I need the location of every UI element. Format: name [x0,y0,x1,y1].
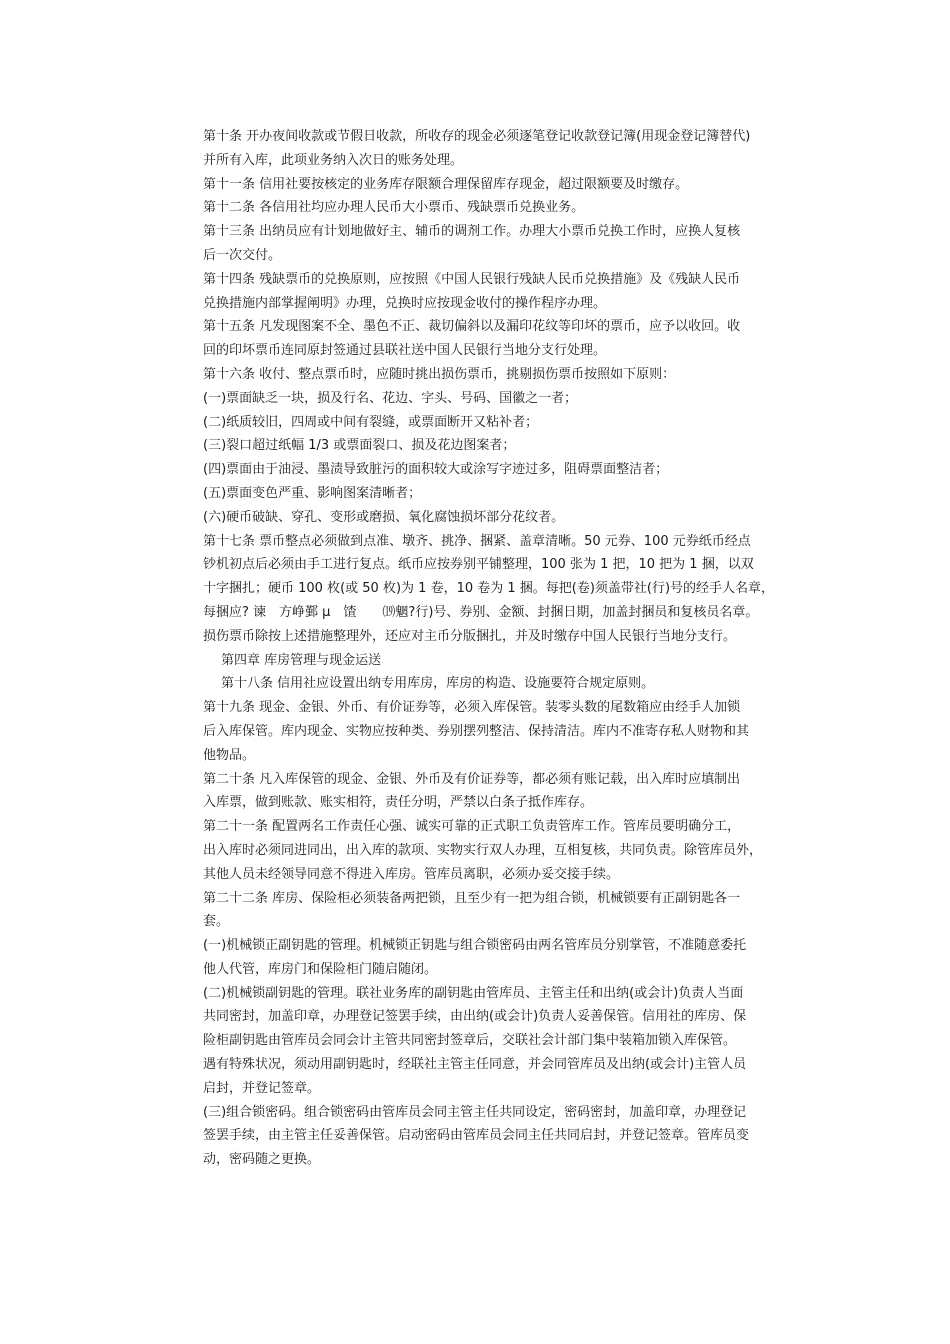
document-body [203,125,813,1172]
text-line: 共同密封，加盖印章，办理登记签罢手续，由出纳(或会计)负责人妥善保管。信用社的库房、保 [203,1009,747,1025]
text-line: 动，密码随之更换。 [203,1152,321,1168]
text-line: 并所有入库，此项业务纳入次日的账务处理。 [203,152,464,168]
text-line: 后入库保管。库内现金、实物应按种类、券别摆列整洁、保持清洁。库内不准寄存私人财物和其 [203,723,750,739]
text-line: (一)票面缺乏一块，损及行名、花边、字头、号码、国徽之一者； [203,390,578,406]
text-line: 第十五条 凡发现图案不全、墨色不正、裁切偏斜以及漏印花纹等印坏的票币，应予以收回。收 [203,319,741,335]
text-line: 其他人员未经领导同意不得进入库房。管库员离职，必须办妥交接手续。 [203,866,620,882]
text-line: 套。 [203,914,230,930]
text-line: (三)裂口超过纸幅 1/3 或票面裂口、损及花边图案者； [203,438,516,454]
text-line: (二)机械锁副钥匙的管理。联社业务库的副钥匙由管库员、主管主任和出纳(或会计)负责人当面 [203,985,744,1001]
text-line: 后一次交付。 [203,247,282,263]
text-line: 第十九条 现金、金银、外币、有价证券等，必须入库保管。装零头数的尾数箱应由经手人加锁 [203,700,741,716]
text-line: 第四章 库房管理与现金运送 [221,652,382,668]
text-line: 险柜副钥匙由管库员会同会计主管共同密封签章后，交联社会计部门集中装箱加锁入库保管。 [203,1033,737,1049]
text-line: 遇有特殊状况，须动用副钥匙时，经联社主管主任同意，并会同管库员及出纳(或会计)主管人员 [203,1057,747,1073]
text-line: (六)硬币破缺、穿孔、变形或磨损、氧化腐蚀损坏部分花纹者。 [203,509,565,525]
text-line: 启封，并登记签章。 [203,1080,321,1096]
text-line: (五)票面变色严重、影响图案清晰者； [203,485,422,501]
text-line: 每捆应? 谏 方峥鄞 μ 馇 ⒆魍?行)号、券别、金额、封捆日期，加盖封捆员和复核员名章。 [203,604,759,620]
text-line: (一)机械锁正副钥匙的管理。机械锁正钥匙与组合锁密码由两名管库员分别掌管，不准随意委托 [203,938,747,954]
text-line: 第十四条 残缺票币的兑换原则，应按照《中国人民银行残缺人民币兑换措施》及《残缺人民币 [203,271,741,287]
text-line: 他人代管，库房门和保险柜门随启随闭。 [203,961,438,977]
text-line: 兑换措施内部掌握阐明》办理，兑换时应按现金收付的操作程序办理。 [203,295,607,311]
text-line: 第十一条 信用社要按核定的业务库存限额合理保留库存现金，超过限额要及时缴存。 [203,176,689,192]
text-line: 第十六条 收付、整点票币时，应随时挑出损伤票币，挑剔损伤票币按照如下原则： [203,366,676,382]
text-line: 入库票，做到账款、账实相符，责任分明，严禁以白条子抵作库存。 [203,795,594,811]
text-line: (二)纸质较旧，四周或中间有裂缝，或票面断开又粘补者； [203,414,539,430]
text-line: 第二十条 凡入库保管的现金、金银、外币及有价证券等，都必须有账记载，出入库时应填制出 [203,771,741,787]
text-line: 十字捆扎；硬币 100 枚(或 50 枚)为 1 卷，10 卷为 1 捆。每把(卷)须盖带社(行)号的经手人名章， [203,581,775,597]
text-line: 第十条 开办夜间收款或节假日收款，所收存的现金必须逐笔登记收款登记簿(用现金登记簿替代) [203,129,751,144]
text-line: 第十七条 票币整点必须做到点准、墩齐、挑净、捆紧、盖章清晰。50 元券、100 元券纸币经点 [203,533,751,549]
text-line: 他物品。 [203,747,256,763]
text-line: 第十二条 各信用社均应办理人民币大小票币、残缺票币兑换业务。 [203,200,585,216]
text-line: 钞机初点后必须由手工进行复点。纸币应按券别平铺整理，100 张为 1 把，10 把为 1 捆，以双 [203,557,754,573]
text-line: 出入库时必须同进同出，出入库的款项、实物实行双人办理，互相复核，共同负责。除管库员外， [203,842,763,858]
text-line: 第二十一条 配置两名工作责任心强、诚实可靠的正式职工负责管库工作。管库员要明确分工， [203,819,741,835]
text-line: 回的印坏票币连同原封签通过县联社送中国人民银行当地分支行处理。 [203,343,607,359]
text-line: 签罢手续，由主管主任妥善保管。启动密码由管库员会同主任共同启封，并登记签章。管库员变 [203,1128,750,1144]
text-line: (四)票面由于油浸、墨渍导致脏污的面积较大或涂写字迹过多，阻碍票面整洁者； [203,462,669,478]
text-line: 第十八条 信用社应设置出纳专用库房，库房的构造、设施要符合规定原则。 [221,676,655,692]
text-line: 第二十二条 库房、保险柜必须装备两把锁，且至少有一把为组合锁，机械锁要有正副钥匙各一 [203,890,741,906]
text-line: (三)组合锁密码。组合锁密码由管库员会同主管主任共同设定，密码密封，加盖印章，办理登记 [203,1104,747,1120]
text-line: 损伤票币除按上述措施整理外，还应对主币分版捆扎，并及时缴存中国人民银行当地分支行。 [203,628,737,644]
text-line: 第十三条 出纳员应有计划地做好主、辅币的调剂工作。办理大小票币兑换工作时，应换人复核 [203,224,741,240]
